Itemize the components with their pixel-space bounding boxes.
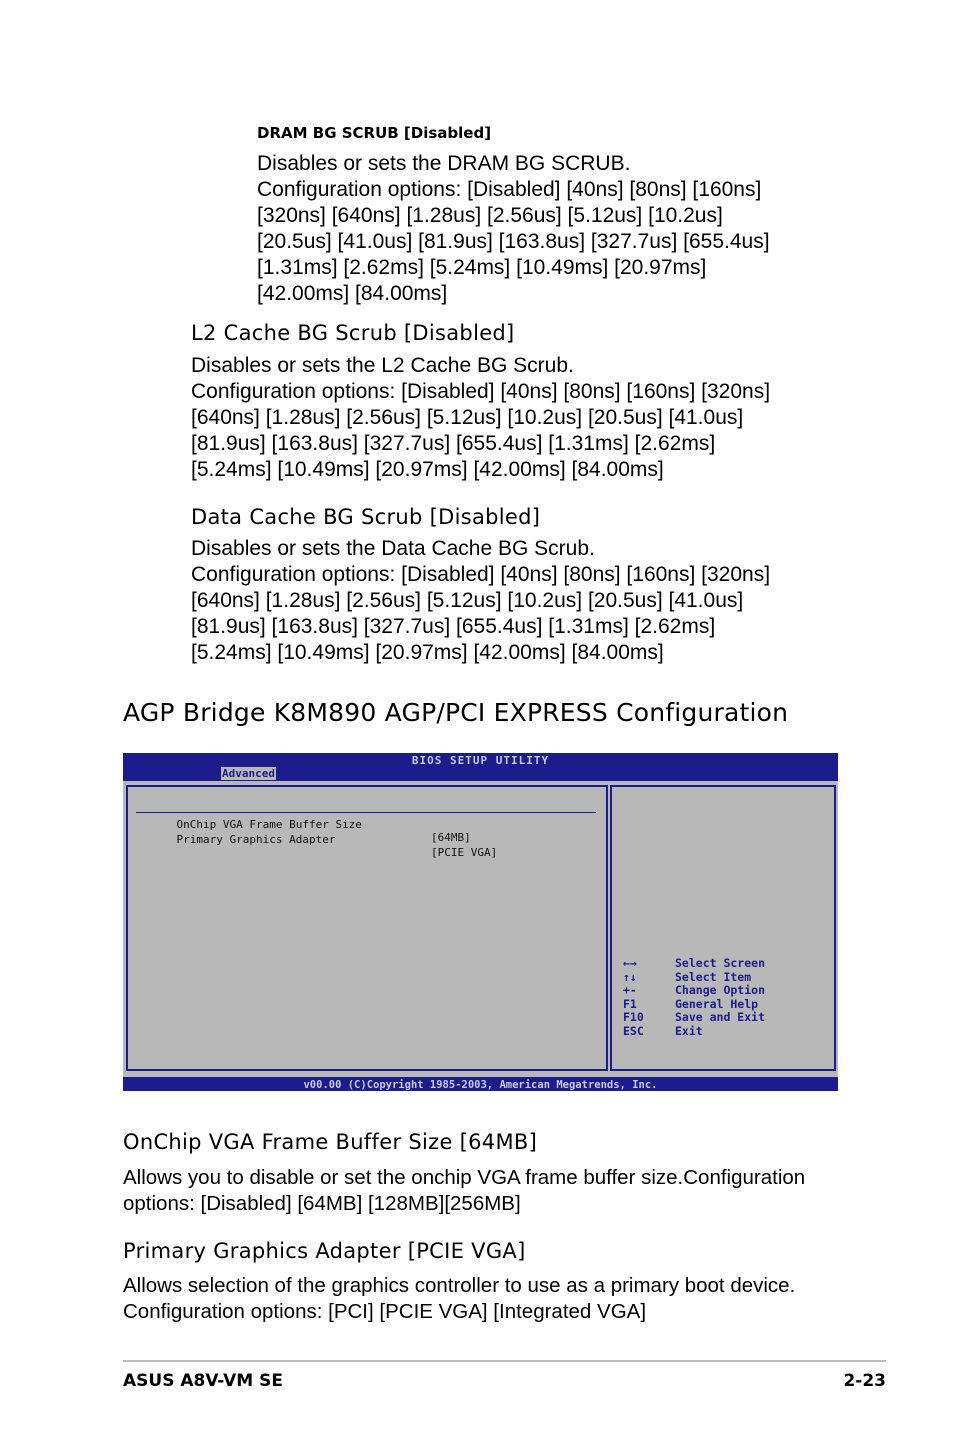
graphics-adapter-heading: Primary Graphics Adapter [PCIE VGA] (123, 1239, 526, 1263)
bios-tab-advanced[interactable]: Advanced (222, 767, 275, 780)
data-cache-scrub-description: Disables or sets the Data Cache BG Scrub. Configuration options: [Disabled] [40ns] [80ns] [160ns] [320ns] [640ns] [1.28us] [2.56us] [5.12us] [10.2us] [20.5us] [41.0us] [81.9us] [163.8us] [327.7us] [655.4us] [1.31ms] [2.62ms] [5.24ms] [10.49ms] [20.97ms] [42.00ms] [84.00ms] (191, 537, 771, 664)
footer-product-name: ASUS A8V-VM SE (123, 1371, 283, 1391)
key-legend-item (623, 1025, 765, 1039)
footer-page-number: 2-23 (843, 1371, 886, 1391)
key-action: General Help (675, 996, 759, 1011)
key-action: Select Item (675, 969, 752, 984)
l2-cache-scrub-heading: L2 Cache BG Scrub [Disabled] (191, 321, 515, 345)
key-legend-item (623, 957, 765, 971)
key-action: Save and Exit (675, 1010, 766, 1025)
footer-divider (123, 1360, 886, 1362)
key-name: ESC (623, 1023, 644, 1038)
key-action: Exit (675, 1023, 703, 1038)
key-action: Change Option (675, 983, 766, 998)
bios-copyright-bar: v00.00 (C)Copyright 1985-2003, American Megatrends, Inc. (123, 1077, 838, 1091)
dram-scrub-description: Disables or sets the DRAM BG SCRUB. Configuration options: [Disabled] [40ns] [80ns] [160ns] [320ns] [640ns] [1.28us] [2.56us] [5.12us] [10.2us] [20.5us] [41.0us] [81.9us] [163.8us] [327.7us] [655.4us] [1.31ms] [2.62ms] [5.24ms] [10.49ms] [20.97ms] [42.00ms] [84.00ms] (257, 152, 770, 305)
bios-row-value: [PCIE VGA] (431, 846, 498, 859)
key-name: +- (623, 983, 637, 998)
bios-title-bar (123, 753, 838, 781)
bios-row-label: OnChip VGA Frame Buffer Size (176, 818, 362, 831)
key-legend-item (623, 971, 765, 985)
key-name: F10 (623, 1010, 644, 1025)
bios-selection-underline (136, 812, 596, 813)
data-cache-scrub-heading: Data Cache BG Scrub [Disabled] (191, 505, 541, 529)
bios-title: BIOS SETUP UTILITY (411, 754, 550, 767)
key-legend-item (623, 998, 765, 1012)
bios-screenshot (123, 753, 838, 1091)
bios-key-legend (623, 957, 765, 1039)
key-name: ←→ (623, 956, 637, 970)
key-action: Select Screen (675, 956, 766, 970)
dram-scrub-heading: DRAM BG SCRUB [Disabled] (257, 124, 492, 142)
graphics-adapter-description: Allows selection of the graphics controller to use as a primary boot device. Configuration options: [PCI] [PCIE VGA] [Integrated VGA] (123, 1274, 796, 1323)
key-name: F1 (623, 996, 637, 1011)
key-legend-item (623, 1011, 765, 1025)
bios-row-value: [64MB] (431, 831, 471, 844)
l2-cache-scrub-description: Disables or sets the L2 Cache BG Scrub. Configuration options: [Disabled] [40ns] [80ns] [160ns] [320ns] [640ns] [1.28us] [2.56us] [5.12us] [10.2us] [20.5us] [41.0us] [81.9us] [163.8us] [327.7us] [655.4us] [1.31ms] [2.62ms] [5.24ms] [10.49ms] [20.97ms] [42.00ms] [84.00ms] (191, 354, 771, 481)
key-name: ↑↓ (623, 969, 637, 984)
vga-buffer-description: Allows you to disable or set the onchip VGA frame buffer size.Configuration options: [Disabled] [64MB] [128MB][256MB] (123, 1166, 806, 1215)
section-title: AGP Bridge K8M890 AGP/PCI EXPRESS Configuration (123, 698, 789, 727)
vga-buffer-heading: OnChip VGA Frame Buffer Size [64MB] (123, 1130, 538, 1154)
bios-row-label: Primary Graphics Adapter (176, 833, 336, 846)
key-legend-item (623, 984, 765, 998)
